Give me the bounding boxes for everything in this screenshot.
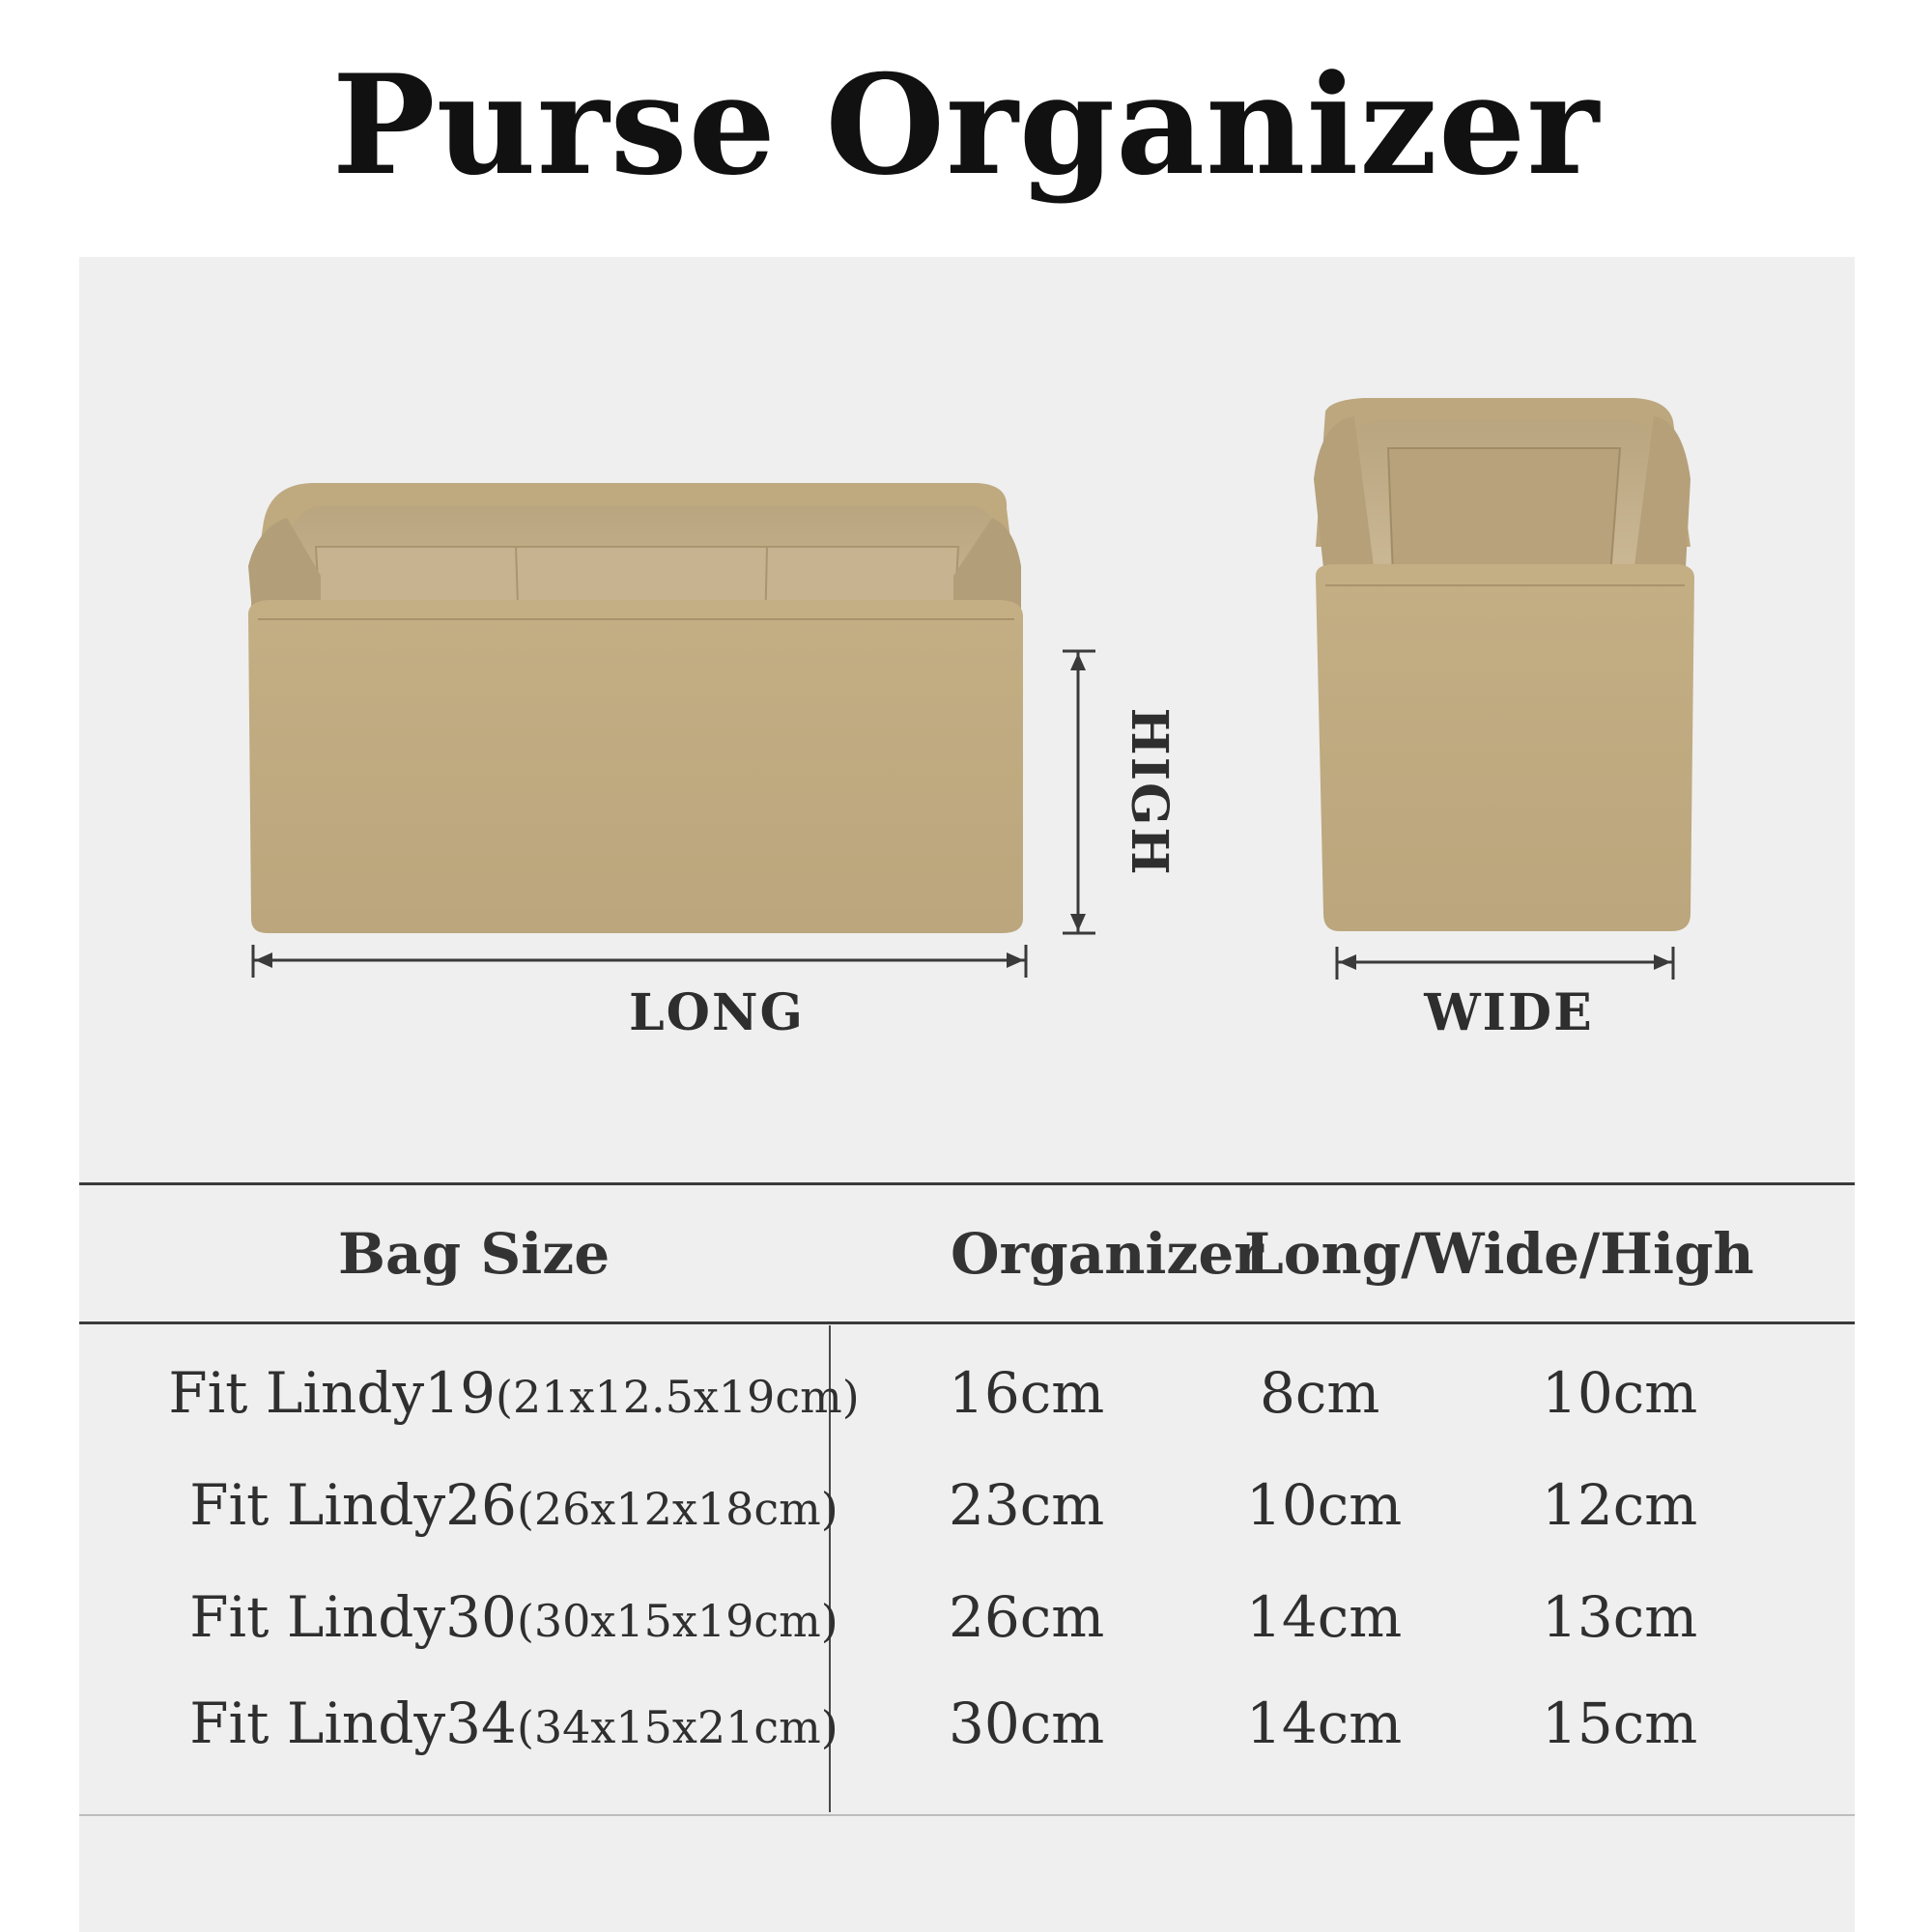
high-dimension-arrow bbox=[1063, 651, 1095, 933]
wide-organizer-icon bbox=[1314, 398, 1694, 931]
organizer-long: 30cm bbox=[949, 1690, 1105, 1756]
organizer-wide: 8cm bbox=[1260, 1360, 1380, 1426]
content-panel bbox=[79, 257, 1855, 1932]
bag-name: Fit Lindy34 bbox=[189, 1690, 517, 1756]
organizer-high: 12cm bbox=[1542, 1472, 1698, 1538]
bag-name: Fit Lindy30 bbox=[189, 1584, 517, 1650]
organizer-wide: 10cm bbox=[1246, 1472, 1403, 1538]
table-bottom-divider bbox=[79, 1814, 1855, 1816]
organizer-wide: 14cm bbox=[1246, 1690, 1403, 1756]
organizer-wide: 14cm bbox=[1246, 1584, 1403, 1650]
organizer-high: 15cm bbox=[1542, 1690, 1698, 1756]
organizer-long: 23cm bbox=[949, 1472, 1105, 1538]
bag-dimensions: (26x12x18cm) bbox=[516, 1483, 838, 1535]
wide-dimension-arrow bbox=[1337, 947, 1673, 980]
organizer-long: 26cm bbox=[949, 1584, 1105, 1650]
table-top-divider bbox=[79, 1182, 1855, 1185]
organizer-high: 10cm bbox=[1542, 1360, 1698, 1426]
header-bag-size: Bag Size bbox=[338, 1221, 611, 1287]
page-title: Purse Organizer bbox=[331, 45, 1601, 206]
long-label: LONG bbox=[629, 983, 805, 1042]
high-label: HIGH bbox=[1120, 707, 1179, 877]
bag-dimensions: (34x15x21cm) bbox=[516, 1701, 838, 1753]
bag-dimensions: (30x15x19cm) bbox=[516, 1595, 838, 1647]
bag-name: Fit Lindy19 bbox=[168, 1360, 496, 1426]
header-organizer: Organizer bbox=[951, 1221, 1264, 1287]
wide-label: WIDE bbox=[1424, 983, 1594, 1042]
header-dimensions: Long/Wide/High bbox=[1244, 1221, 1754, 1287]
table-header-divider bbox=[79, 1321, 1855, 1324]
long-dimension-arrow bbox=[253, 945, 1026, 978]
organizer-illustration bbox=[79, 257, 1855, 1932]
long-organizer-icon bbox=[248, 483, 1023, 933]
organizer-long: 16cm bbox=[949, 1360, 1105, 1426]
organizer-high: 13cm bbox=[1542, 1584, 1698, 1650]
bag-dimensions: (21x12.5x19cm) bbox=[496, 1371, 860, 1423]
bag-name: Fit Lindy26 bbox=[189, 1472, 517, 1538]
